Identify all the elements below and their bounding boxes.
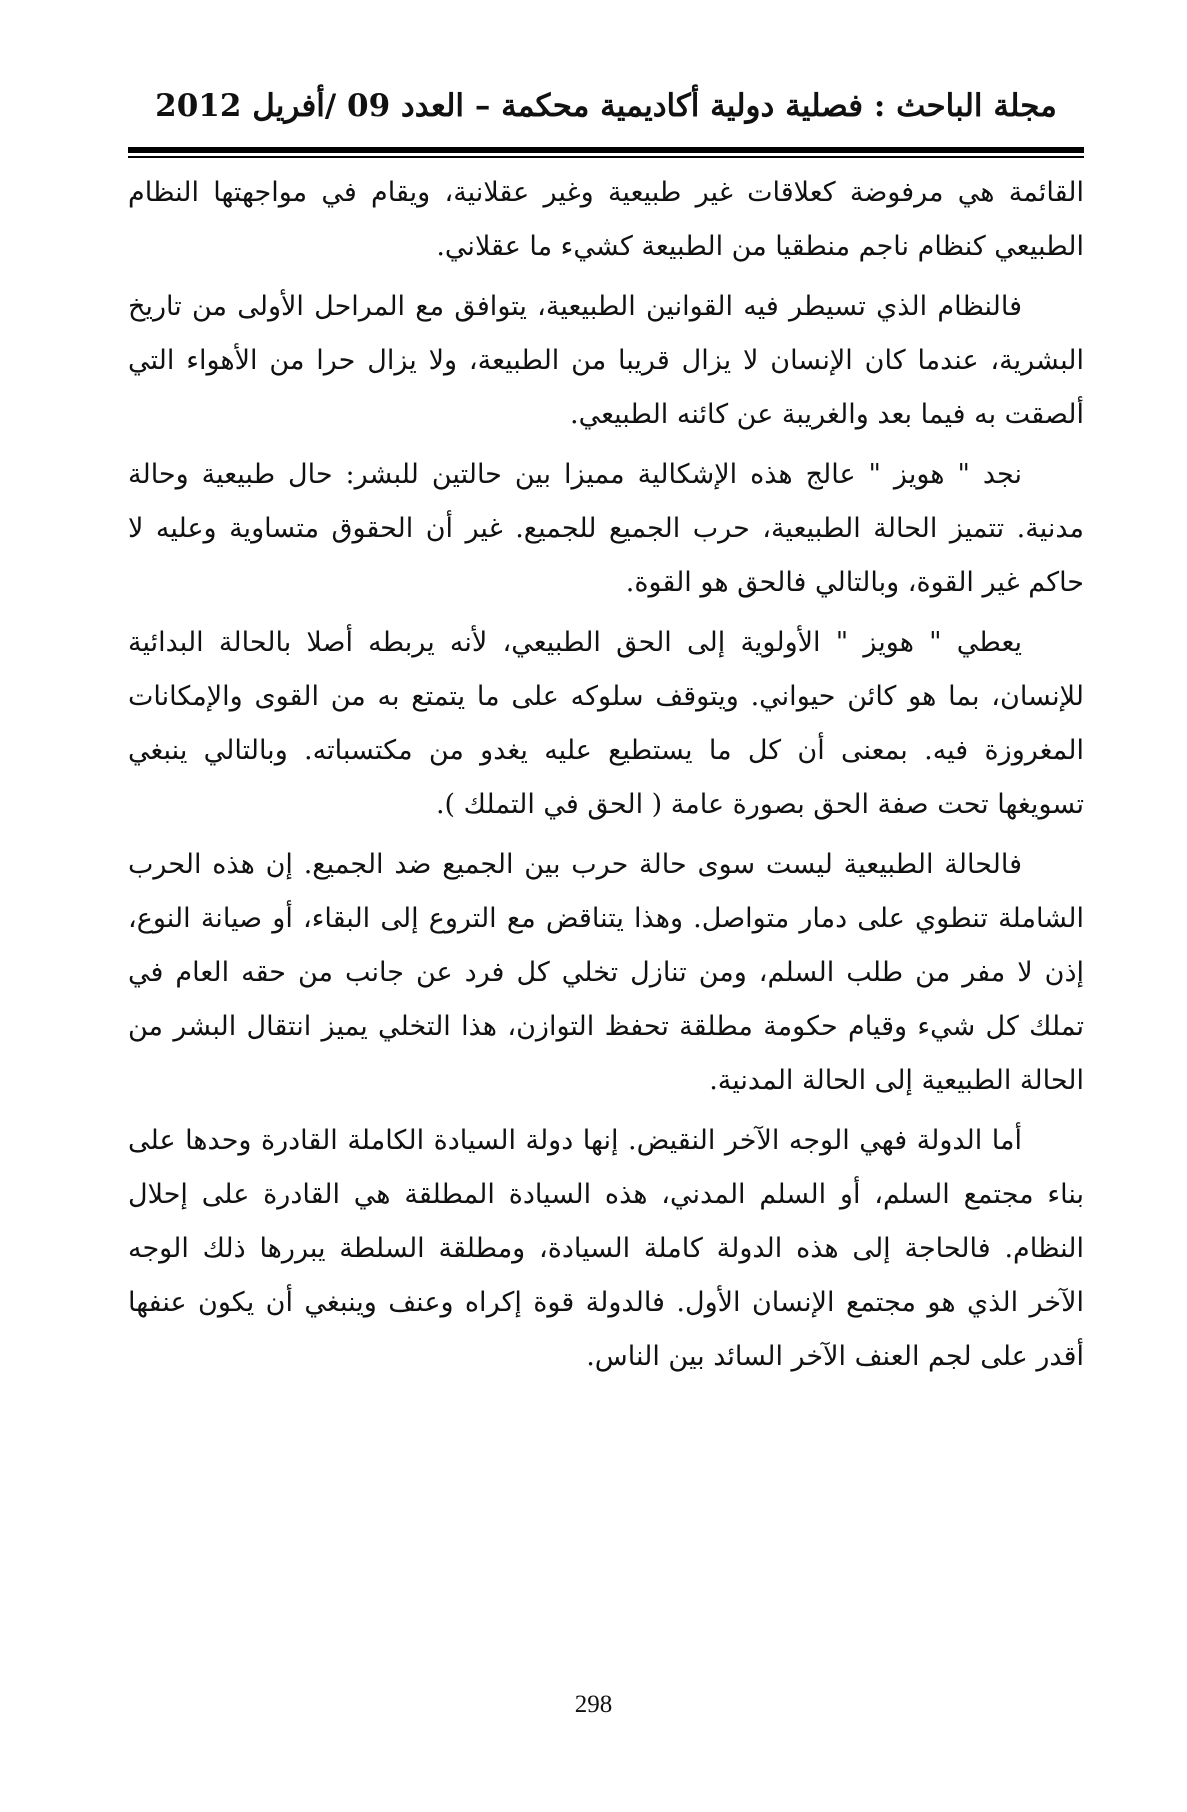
paragraph: فالنظام الذي تسيطر فيه القوانين الطبيعية، يتوافق مع المراحل الأولى من تاريخ البشرية، عندما كان الإنسان لا يزال قريبا من الطبيعة، ولا يزال حرا من الأهواء التي ألصقت به فيما بعد والغريبة عن كائنه الطبيعي. (128, 291, 1084, 430)
paragraph: يعطي " هويز " الأولوية إلى الحق الطبيعي، لأنه يربطه أصلا بالحالة البدائية للإنسان، بما هو كائن حيواني. ويتوقف سلوكه على ما يتمتع به من القوى والإمكانات المغروزة فيه. بمعنى أن كل ما يستطيع عليه يغدو من مكتسباته. وبالتالي ينبغي تسويغها تحت صفة الحق بصورة عامة ( الحق في التملك ). (128, 627, 1084, 820)
paragraph: فالحالة الطبيعية ليست سوى حالة حرب بين الجميع ضد الجميع. إن هذه الحرب الشاملة تنطوي على دمار متواصل. وهذا يتناقض مع التروع إلى البقاء، أو صيانة النوع، إذن لا مفر من طلب السلم، ومن تنازل تخلي كل فرد عن جانب من حقه العام في تملك كل شيء وقيام حكومة مطلقة تحفظ التوازن، هذا التخلي يميز انتقال البشر من الحالة الطبيعية إلى الحالة المدنية. (128, 849, 1084, 1096)
journal-header: مجلة الباحث : فصلية دولية أكاديمية محكمة – العدد 09 /أفريل 2012 (155, 88, 1057, 124)
header-rule-thin (128, 156, 1084, 158)
paragraph: أما الدولة فهي الوجه الآخر النقيض. إنها دولة السيادة الكاملة القادرة وحدها على بناء مجتمع السلم، أو السلم المدني، هذه السيادة المطلقة هي القادرة على إحلال النظام. فالحاجة إلى هذه الدولة كاملة السيادة، ومطلقة السلطة يبررها ذلك الوجه الآخر الذي هو مجتمع الإنسان الأول. فالدولة قوة إكراه وعنف وينبغي أن يكون عنفها أقدر على لجم العنف الآخر السائد بين الناس. (128, 1125, 1084, 1372)
header-rule-thick (128, 147, 1084, 153)
article-body (128, 166, 1084, 1390)
paragraph: نجد " هويز " عالج هذه الإشكالية مميزا بين حالتين للبشر: حال طبيعية وحالة مدنية. تتميز الحالة الطبيعية، حرب الجميع للجميع. غير أن الحقوق متساوية وعليه لا حاكم غير القوة، وبالتالي فالحق هو القوة. (128, 459, 1084, 598)
paragraph-continuation: القائمة هي مرفوضة كعلاقات غير طبيعية وغير عقلانية، ويقام في مواجهتها النظام الطبيعي كنظام ناجم منطقيا من الطبيعة كشيء ما عقلاني. (128, 177, 1084, 262)
page-number: 298 (574, 1691, 613, 1718)
